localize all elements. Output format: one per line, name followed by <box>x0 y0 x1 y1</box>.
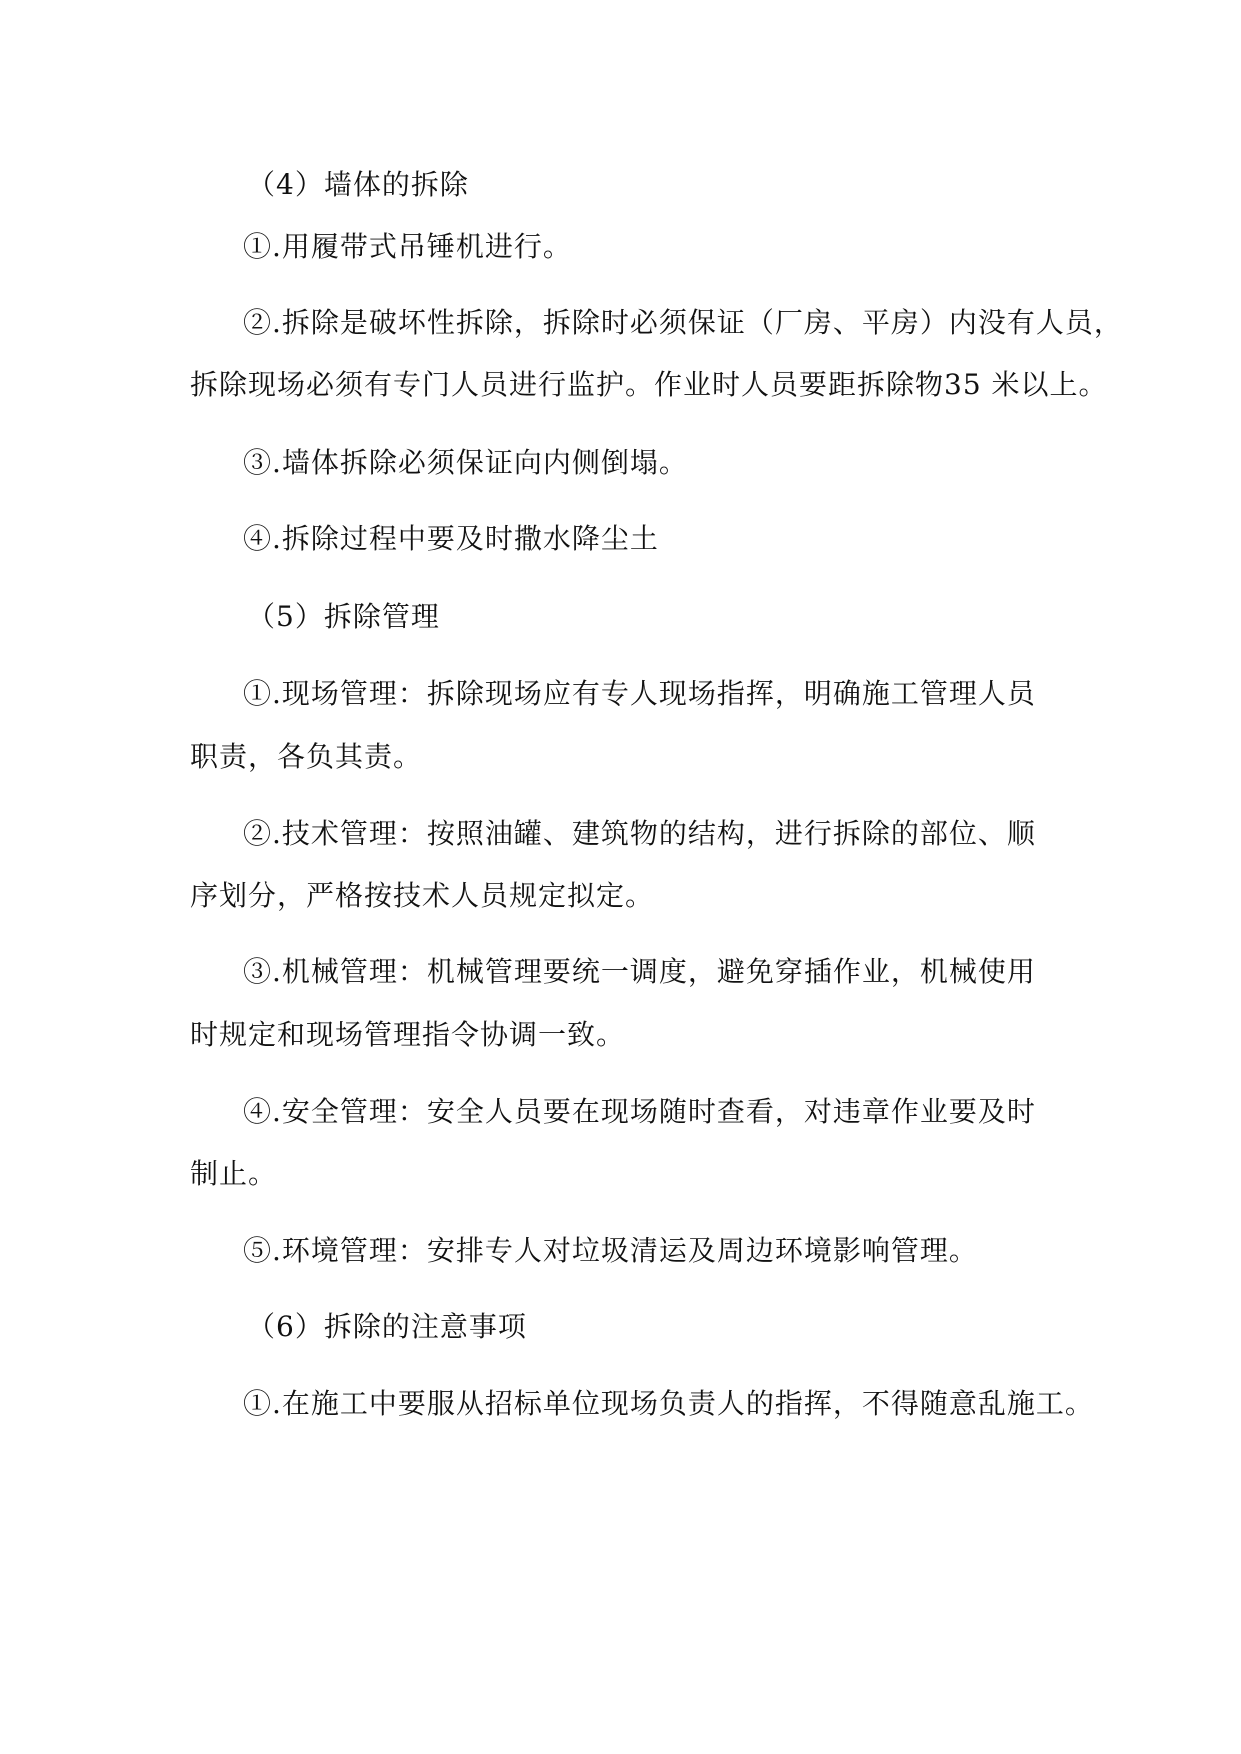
list-item: ⑤.环境管理：安排专人对垃圾清运及周边环境影响管理。 <box>243 1234 978 1267</box>
list-item-continuation: 序划分，严格按技术人员规定拟定。 <box>190 879 655 912</box>
list-item: ④.安全管理：安全人员要在现场随时查看，对违章作业要及时 <box>243 1095 1036 1128</box>
list-item: ①.用履带式吊锤机进行。 <box>243 230 572 263</box>
section-heading-4: （4）墙体的拆除 <box>247 168 469 201</box>
list-item: ④.拆除过程中要及时撒水降尘土 <box>243 522 659 555</box>
list-item-continuation: 职责，各负其责。 <box>190 740 423 773</box>
section-heading-5: （5）拆除管理 <box>247 600 440 633</box>
list-item: ②.技术管理：按照油罐、建筑物的结构，进行拆除的部位、顺 <box>243 817 1036 850</box>
list-item: ③.墙体拆除必须保证向内侧倒塌。 <box>243 446 688 479</box>
list-item-continuation: 拆除现场必须有专门人员进行监护。作业时人员要距拆除物35 米以上。 <box>190 368 1108 401</box>
list-item: ②.拆除是破坏性拆除，拆除时必须保证（厂房、平房）内没有人员， <box>243 306 1123 339</box>
list-item: ①.现场管理：拆除现场应有专人现场指挥，明确施工管理人员 <box>243 677 1036 710</box>
section-heading-6: （6）拆除的注意事项 <box>247 1310 527 1343</box>
list-item-continuation: 制止。 <box>190 1157 278 1190</box>
list-item: ①.在施工中要服从招标单位现场负责人的指挥，不得随意乱施工。 <box>243 1387 1094 1420</box>
list-item-continuation: 时规定和现场管理指令协调一致。 <box>190 1018 626 1051</box>
list-item: ③.机械管理：机械管理要统一调度，避免穿插作业，机械使用 <box>243 955 1036 988</box>
